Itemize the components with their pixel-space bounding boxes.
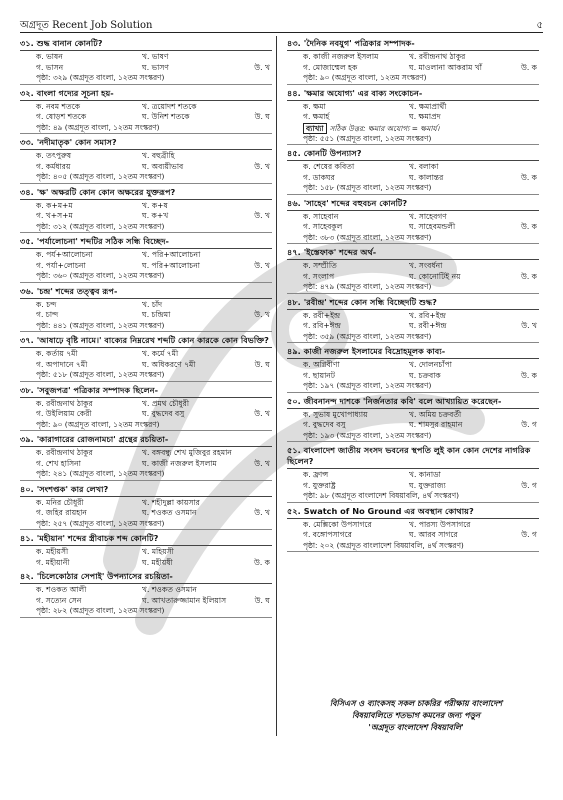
option-row [287, 102, 539, 113]
option-row [287, 371, 539, 382]
option: ক. সম্প্রীতি [303, 261, 337, 270]
option: ঘ. অধিকরণে ৭মী [142, 359, 196, 369]
option: খ. বহুব্রীহি [142, 151, 175, 160]
option: গ. খ+স+ম [36, 211, 73, 220]
option: ক. তৎপুরুষ [36, 151, 72, 160]
option: ঘ. কোনোটিই নয় [409, 271, 461, 281]
option-row [287, 52, 539, 63]
page-reference: পৃষ্ঠা: ৫৫১ (অগ্রদূত বাংলা, ১২তম সংস্করণ) [287, 134, 539, 146]
answer-label: উ. ক [520, 62, 537, 72]
question-text: 'চন্দ্র' শব্দের তত্ত্বব রূপ- [36, 285, 118, 296]
option: খ. ক+ষ [142, 200, 168, 210]
option: ক. পর্য+আলোচনা [36, 250, 93, 259]
question-text: 'নদীমাতৃক' কোন সমাস? [36, 137, 117, 147]
option: গ. ছায়ানট [303, 370, 335, 380]
question-number: ৩৮. [20, 384, 34, 395]
option-row [20, 250, 272, 261]
option: ঘ. বুদ্ধদেব বসু [142, 409, 185, 418]
option: ঘ. ভাসণ [142, 62, 169, 72]
option: খ. প্রমথ চৌধুরী [142, 398, 189, 408]
option-row [287, 212, 539, 223]
question-item [20, 335, 272, 382]
option-row [20, 102, 272, 113]
option-row [20, 547, 272, 558]
option-row [20, 162, 272, 173]
question-number: ৪১. [20, 533, 34, 543]
option: খ. সংবর্ধনা [409, 261, 443, 270]
question-heading [20, 484, 272, 497]
option: ঘ. রবী+ঈন্দ্র [409, 321, 447, 330]
question-heading [20, 286, 272, 299]
page-header [20, 18, 543, 33]
question-item [287, 506, 539, 553]
left-column [20, 38, 272, 621]
question-item [20, 434, 272, 481]
question-number: ৪২. [20, 571, 34, 581]
question-text: 'সবুজপত্র' পত্রিকার সম্পাদক ছিলেন- [36, 384, 158, 395]
option: খ. ভাষণ [142, 52, 169, 61]
question-heading [287, 445, 539, 469]
promo-line: 'অগ্রদূত বাংলাদেশ বিষয়াবলি' [368, 723, 464, 732]
explanation-text: সঠিক উত্তর: ক্ষমার অযোগ্য = ক্ষমার্য। [329, 123, 440, 133]
question-text: বাংলা গদ্যের সূচনা হয়- [36, 87, 114, 98]
page-reference: পৃষ্ঠা: ৪৭৯ (অগ্রদূত বাংলা, ১২তম সংস্করণ) [287, 282, 539, 294]
question-heading [20, 38, 272, 51]
question-item [287, 88, 539, 146]
option: খ. পরি+আলোচনা [142, 250, 201, 259]
question-text: 'ক্ষমার অযোগ্য' এর বাক্য সংকোচন- [303, 87, 423, 98]
question-text: 'কারাগারের রোজনামচা' গ্রন্থের রচয়িতা- [36, 434, 169, 444]
page-reference: পৃষ্ঠা: ৪৯ (অগ্রদূত বাংলা, ১২তম সংস্করণ) [20, 123, 272, 135]
answer-label: উ. খ [254, 310, 270, 319]
question-text: 'মহীয়ান' শব্দের স্ত্রীবাচক শব্দ কোনটি? [36, 533, 159, 543]
question-text: কাজী নজরুল ইসলামের বিদ্রোহমূলক কাব্য- [303, 346, 446, 356]
option: ঘ. পরি+আলোচনা [142, 260, 200, 270]
option-row [20, 349, 272, 360]
question-item [20, 187, 272, 234]
option: খ. পারস্য উপসাগরে [409, 519, 471, 529]
page-reference: পৃষ্ঠা: ৪৪১ (অগ্রদূত বাংলা, ১২তম সংস্করণ) [20, 321, 272, 333]
question-text: 'পর্যালোচনা' শব্দটির সঠিক সন্ধি বিচ্ছেদ- [36, 236, 169, 246]
question-number: ৩৬. [20, 285, 34, 296]
question-heading [20, 434, 272, 447]
option-row [20, 596, 272, 607]
page-reference: পৃষ্ঠা: ৯৮ (অগ্রদূত বাংলাদেশ বিষয়াবলি, ৪র্থ সংস্করণ) [287, 491, 539, 503]
question-heading [287, 88, 539, 101]
question-text: 'সাহেব' শব্দের বহুবচন কোনটি? [303, 197, 408, 208]
option: ঘ. উনিশ শতকে [142, 112, 190, 121]
option-row [20, 261, 272, 272]
option-row [20, 112, 272, 123]
question-item [20, 533, 272, 568]
question-number: ৪৮. [287, 296, 301, 307]
option-row [287, 173, 539, 184]
answer-label: উ. খ [254, 260, 270, 270]
column-divider [276, 36, 277, 736]
question-item [20, 385, 272, 432]
question-number: ৪৬. [287, 197, 301, 208]
option-row [20, 310, 272, 321]
option: গ. শেখ হাসিনা [36, 458, 81, 468]
option: ক. মেক্সিকো উপসাগরে [303, 519, 372, 529]
answer-label: উ. ক [253, 557, 270, 567]
answer-label: উ. খ [254, 458, 270, 468]
answer-label: উ. ক [520, 370, 537, 380]
question-heading [20, 571, 272, 584]
page-reference: পৃষ্ঠা: ৩৮৩ (অগ্রদূত বাংলা, ১২তম সংস্করণ) [287, 233, 539, 245]
promo-box [296, 698, 536, 734]
option: খ. অমিয় চক্রবর্তী [409, 409, 462, 419]
page-reference: পৃষ্ঠা: ১৫৮ (অগ্রদূত বাংলা, ১২তম সংস্করণ) [287, 183, 539, 195]
option-row [287, 261, 539, 272]
page-number: ৫ [536, 20, 543, 31]
option: ঘ. অব্যয়ীভাব [142, 161, 184, 171]
answer-label: উ. ঘ [254, 359, 270, 369]
option: গ. পর্যা+লোচনা [36, 260, 86, 270]
page-reference: পৃষ্ঠা: ২৫৭ (অগ্রদূত বাংলা, ১২তম সংস্করণ) [20, 519, 272, 531]
option-row [20, 399, 272, 410]
question-number: ৩৭. [20, 335, 34, 345]
question-number: ৪৫. [287, 148, 301, 158]
question-heading [287, 38, 539, 51]
question-number: ৪৯. [287, 346, 301, 356]
option: ক. সুভাষ মুখোপাধ্যায় [303, 409, 368, 419]
answer-label: উ. খ [521, 321, 537, 330]
option: খ. সাহেবগণ [409, 211, 447, 221]
page-reference: পৃষ্ঠা: ২৪১ (অগ্রদূত বাংলা, ১২তম সংস্করণ) [20, 469, 272, 481]
question-heading [287, 396, 539, 409]
question-item [20, 236, 272, 283]
option: খ. দোলনচাঁপা [409, 360, 452, 369]
option: ঘ. কাজী নজরুল ইসলাম [142, 458, 217, 468]
question-heading [287, 346, 539, 359]
question-heading [20, 533, 272, 546]
option: ক. ক্ষমা [303, 101, 326, 111]
answer-label: উ. খ [254, 409, 270, 418]
option-row [20, 409, 272, 420]
answer-label: উ. গ [521, 480, 537, 490]
option-row [287, 360, 539, 371]
explanation [287, 123, 539, 134]
option: ক. শেষের কবিতা [303, 162, 355, 171]
option-row [20, 201, 272, 212]
option: গ. জহির রায়হান [36, 508, 87, 517]
option-row [287, 112, 539, 123]
option: ঘ. মহীয়ষী [142, 557, 173, 567]
page-reference: পৃষ্ঠা: ৩৬০ (অগ্রদূত বাংলা, ১২তম সংস্করণ) [20, 271, 272, 283]
option: গ. কর্মধারয় [36, 161, 71, 171]
option: ঘ. মাওলানা আকরাম খাঁ [409, 62, 482, 72]
option: ক. ভাষন [36, 52, 63, 61]
option: ক. চন্দ [36, 299, 57, 309]
question-text: 'চিলেকোঠার সেপাই' উপন্যাসের রচয়িতা- [36, 571, 173, 581]
promo-line: বিসিএস ও ব্যাংকসহ সকল চাকরির পরীক্ষায় বাংলাদেশ [329, 699, 503, 708]
option: গ. সাহেবকুল [303, 222, 343, 231]
option: ঘ. শওকত ওসমান [142, 508, 197, 517]
option: খ. বঙ্গবন্ধু শেখ মুজিবুর রহমান [142, 448, 232, 457]
option-row [20, 459, 272, 470]
option: ঘ. আরব সাগরে [409, 530, 458, 539]
question-text: কোনটি উপন্যাস? [303, 148, 362, 158]
option: খ. মহিয়সী [142, 547, 174, 556]
option: ঘ. চক্রবাক [409, 370, 441, 380]
option: খ. ক্ষমাপ্রার্থী [409, 101, 447, 111]
option: ক. নবম শতকে [36, 101, 81, 111]
option: গ. সত্যেন সেন [36, 595, 82, 605]
option-row [287, 530, 539, 541]
question-heading [20, 187, 272, 200]
option: ক. মনির চৌধুরী [36, 497, 84, 507]
question-item [20, 571, 272, 618]
question-heading [287, 297, 539, 310]
question-number: ৩২. [20, 87, 34, 98]
page-reference: পৃষ্ঠা: ১৯৭ (অগ্রদূত বাংলা, ১২তম সংস্করণ) [287, 381, 539, 393]
option: ঘ. ক্ষমাপ্রদ [409, 112, 441, 121]
option: ক. সাহেবান [303, 211, 339, 221]
question-text: Swatch of No Ground এর অবস্থান কোথায়? [303, 505, 474, 516]
option-row [287, 470, 539, 481]
question-heading [287, 148, 539, 161]
option-row [20, 508, 272, 519]
option-row [20, 498, 272, 509]
option: ক. অগ্নিবীণা [303, 360, 340, 369]
option-row [287, 63, 539, 74]
page-reference: পৃষ্ঠা: ৯০ (অগ্রদূত বাংলা, ১২তম সংস্করণ) [287, 73, 539, 85]
option: খ. কানাডা [409, 470, 441, 479]
option: খ. কর্মে ৭মী [142, 349, 179, 358]
question-number: ৫০. [287, 395, 301, 406]
option-row [287, 311, 539, 322]
page-reference: পৃষ্ঠা: ৩৫৯ (অগ্রদূত বাংলা, ১২তম সংস্করণ) [287, 332, 539, 344]
question-item [287, 247, 539, 294]
question-heading [20, 236, 272, 249]
question-item [287, 396, 539, 443]
option-row [20, 52, 272, 63]
question-number: ৩৩. [20, 137, 34, 147]
question-number: ৪৩. [287, 38, 301, 48]
question-text: শুদ্ধ বানান কোনটি? [36, 38, 103, 48]
question-number: ৩৫. [20, 236, 34, 246]
question-text: জীবনানন্দ দাশকে 'নির্জনতার কবি' বলে আখ্যায়িত করেছেন- [303, 395, 502, 406]
answer-label: উ. খ [254, 161, 270, 171]
explanation-label: ব্যাখ্যা [303, 123, 327, 134]
question-text: বাংলাদেশ জাতীয় সংসদ ভবনের স্থপতি লুই কান কোন দেশের নাগরিক ছিলেন? [287, 445, 531, 466]
answer-label: উ. ক [520, 222, 537, 231]
page-reference: পৃষ্ঠা: ১৯৩ (অগ্রদূত বাংলা, ১২তম সংস্করণ) [287, 431, 539, 443]
option: ক. কাজী নজরুল ইসলাম [303, 52, 379, 61]
answer-label: উ. খ [254, 211, 270, 220]
option: ক. রবীন্দ্রনাথ ঠাকুর [36, 448, 93, 457]
answer-label: উ. ঘ [254, 595, 270, 605]
option: গ. রবি+ঈন্দ্র [303, 321, 341, 330]
question-text: 'রবীন্দ্র' শব্দের কোন সন্ধি বিচ্ছেদটি শুদ্ধ? [303, 296, 437, 307]
option-row [20, 300, 272, 311]
option: গ. বঙ্গোপসাগরে [303, 530, 352, 539]
question-text: 'সংশপ্তক' কার লেখা? [36, 483, 109, 494]
option: গ. ক্ষমার্হ [303, 112, 330, 121]
option: গ. মোজাম্মেল হক [303, 62, 358, 72]
question-text: 'ক্ষ' অক্ষরটি কোন কোন অক্ষরের যুক্তরূপ? [36, 186, 176, 197]
question-item [20, 484, 272, 531]
option-row [287, 420, 539, 431]
option: গ. ডাকঘর [303, 172, 335, 182]
option: গ. বুদ্ধদেব বসু [303, 420, 346, 429]
option: ক. শওকত আলী [36, 585, 87, 594]
option: ক. মহীয়সী [36, 547, 69, 556]
option: খ. রবীন্দ্রনাথ ঠাকুর [409, 52, 466, 61]
option-row [287, 162, 539, 173]
option: খ. শহীদুল্লা কায়সার [142, 497, 200, 507]
option: ঘ. ক+খ [142, 211, 169, 220]
option: গ. ষোড়শ শতকে [36, 112, 87, 121]
option-row [20, 360, 272, 371]
option: ক. ফ্রান্স [303, 470, 329, 479]
option: গ. চান্দ [36, 310, 59, 319]
question-number: ৩৪. [20, 186, 34, 197]
question-text: 'দৈনিক নবযুগ' পত্রিকার সম্পাদক- [303, 38, 415, 48]
option: খ. শওকত ওসমান [142, 585, 197, 594]
option-row [20, 211, 272, 222]
page-reference: পৃষ্ঠা: ৯০ (অগ্রদূত বাংলা, ১২তম সংস্করণ) [20, 420, 272, 432]
question-heading [20, 335, 272, 348]
question-item [287, 346, 539, 393]
option: ঘ. যুক্তরাজ্য [409, 480, 446, 490]
question-text: 'আষাঢ়ে বৃষ্টি নামে।' বাক্যের নিম্নরেখ শব্দটি কোন কারকে কোন বিভক্তি? [36, 335, 269, 345]
question-item [20, 38, 272, 85]
answer-label: উ. ক [520, 172, 537, 182]
header-title: অগ্রদূত Recent Job Solution [20, 20, 153, 31]
question-heading [287, 198, 539, 211]
option: খ. রবি+ইন্দ্র [409, 310, 446, 320]
option-row [20, 63, 272, 74]
option-row [287, 481, 539, 492]
question-item [20, 137, 272, 184]
option: ক. রবী+ইন্দ্র [303, 310, 341, 320]
question-number: ৪৭. [287, 247, 301, 257]
option: গ. ভাসন [36, 62, 64, 72]
question-number: ৫২. [287, 505, 301, 516]
option: গ. উইলিয়াম কেরী [36, 409, 92, 418]
page-reference: পৃষ্ঠা: ৫১৮ (অগ্রদূত বাংলা, ১২তম সংস্করণ) [20, 370, 272, 382]
question-text: 'ইস্তেফাক' শব্দের অর্থ- [303, 247, 377, 257]
option: খ. বলাকা [409, 162, 439, 171]
question-item [287, 38, 539, 85]
option: ক. ক+ম+ম [36, 200, 73, 210]
option: গ. অপাদানে ৭মী [36, 359, 88, 369]
question-item [20, 88, 272, 135]
answer-label: উ. খ [254, 508, 270, 517]
page-reference: পৃষ্ঠা: ৩২৯ (অগ্রদূত বাংলা, ১২তম সংস্করণ) [20, 73, 272, 85]
question-heading [20, 385, 272, 398]
answer-label: উ. খ [254, 62, 270, 72]
question-number: ৪৪. [287, 87, 301, 98]
option: গ. সংলাপ [303, 271, 335, 281]
page-reference: পৃষ্ঠা: ৪০৫ (অগ্রদূত বাংলা, ১২তম সংস্করণ) [20, 172, 272, 184]
question-number: ৩১. [20, 38, 34, 48]
question-item [287, 297, 539, 344]
option: গ. যুক্তরাষ্ট্র [303, 480, 336, 490]
answer-label: উ. ঘ [254, 112, 270, 121]
answer-label: উ. গ [521, 530, 537, 539]
option-row [287, 321, 539, 332]
question-item [287, 148, 539, 195]
option: ঘ. কালান্তর [409, 172, 444, 182]
option: ক. রবীন্দ্রনাথ ঠাকুর [36, 398, 93, 408]
answer-label: উ. ক [520, 271, 537, 281]
option: ঘ. সাহেবমন্ডলী [409, 222, 456, 231]
page-reference: পৃষ্ঠা: ২৮২ (অগ্রদূত বাংলা, ১২তম সংস্করণ) [20, 606, 272, 618]
option-row [287, 410, 539, 421]
option: ঘ. চন্দ্রিমা [142, 310, 171, 319]
right-column [287, 38, 539, 555]
question-item [287, 198, 539, 245]
question-number: ৫১. [287, 445, 301, 455]
option-row [20, 585, 272, 596]
option: খ. চাঁদ [142, 299, 163, 309]
question-heading [20, 88, 272, 101]
option: খ. ত্রয়োদশ শতকে [142, 101, 197, 111]
option-row [287, 222, 539, 233]
page-reference: পৃষ্ঠা: ২০২ (অগ্রদূত বাংলাদেশ বিষয়াবলি, ৪র্থ সংস্করণ) [287, 541, 539, 553]
option-row [20, 558, 272, 569]
question-item [20, 286, 272, 333]
option-row [20, 448, 272, 459]
answer-label: উ. গ [521, 420, 537, 429]
option-row [20, 151, 272, 162]
question-heading [287, 247, 539, 260]
option: ক. কর্তায় ৭মী [36, 349, 78, 358]
page-reference: পৃষ্ঠা: ৩১২ (অগ্রদূত বাংলা, ১২তম সংস্করণ) [20, 222, 272, 234]
question-number: ৪০. [20, 483, 34, 494]
question-heading [287, 506, 539, 519]
promo-line: বিষয়াবলিতে শতভাগ কমনের জন্য পড়ুন [351, 711, 481, 720]
question-item [287, 445, 539, 503]
question-heading [20, 137, 272, 150]
option-row [287, 520, 539, 531]
option: গ. মহীয়ানী [36, 557, 70, 567]
option: ঘ. শামসুর রাহমান [409, 420, 463, 429]
option-row [287, 272, 539, 283]
question-number: ৩৯. [20, 434, 34, 444]
option: ঘ. আখতারুজ্জামান ইলিয়াস [142, 595, 227, 605]
